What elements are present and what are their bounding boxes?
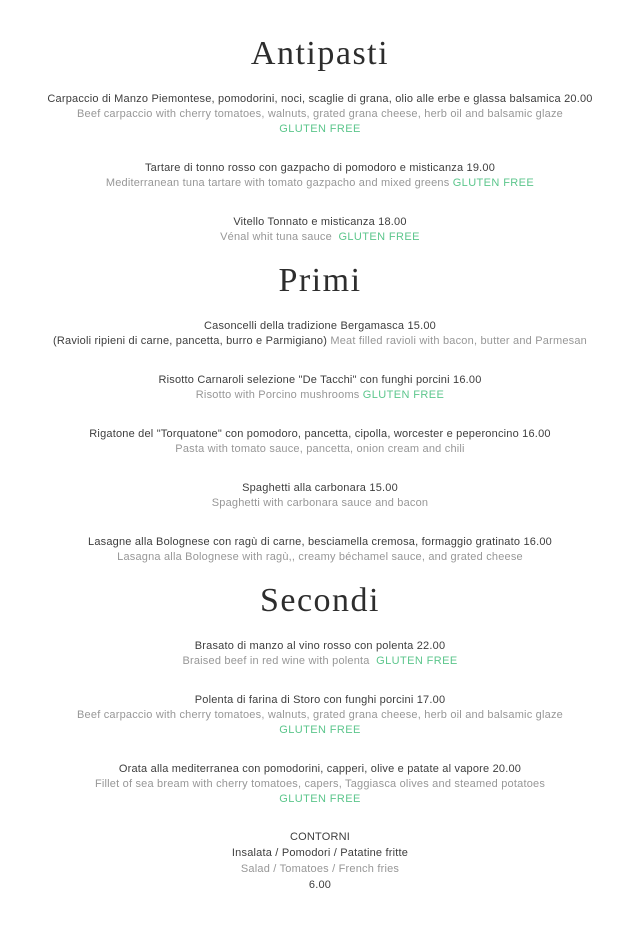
item-name: Lasagne alla Bolognese con ragù di carne, besciamella cremosa, formaggio gratinato 16.00 [88,536,552,548]
section-title-antipasti: Antipasti [250,35,390,72]
item-description [16,176,624,191]
item-description-text: Risotto with Porcino mushrooms [195,389,360,401]
menu-item-orata [16,762,624,807]
item-description [16,230,624,245]
item-description: Fillet of sea bream with cherry tomatoes, capers, Taggiasca olives and steamed potatoes [94,778,546,790]
contorni-title: CONTORNI [289,831,351,843]
gluten-free-label: GLUTEN FREE [376,655,458,667]
item-name: Casoncelli della tradizione Bergamasca 15.00 [204,320,436,332]
contorni-price: 6.00 [308,879,332,891]
gluten-free-label: GLUTEN FREE [279,724,361,736]
menu-item-polenta [16,693,624,738]
gluten-free-label: GLUTEN FREE [362,389,445,401]
menu-item-risotto [16,373,624,403]
item-name: Polenta di farina di Storo con funghi porcini 17.00 [194,694,446,706]
item-description-text: Braised beef in red wine with polenta [182,655,370,667]
menu-item-lasagne [16,535,624,565]
item-description: Pasta with tomato sauce, pancetta, onion cream and chili [175,443,465,455]
item-name: Vitello Tonnato e misticanza 18.00 [233,216,407,228]
item-description-italian: (Ravioli ripieni di carne, pancetta, burro e Parmigiano) [53,335,328,347]
item-description: Lasagna alla Bolognese with ragù,, creamy béchamel sauce, and grated cheese [117,551,523,563]
menu-item-brasato [16,639,624,669]
item-description: Spaghetti with carbonara sauce and bacon [211,497,429,509]
menu-item-rigatone [16,427,624,457]
item-name: Risotto Carnaroli selezione "De Tacchi" con funghi porcini 16.00 [158,374,482,386]
section-title-primi: Primi [278,262,362,299]
item-description: Beef carpaccio with cherry tomatoes, walnuts, grated grana cheese, herb oil and balsamic glaze [77,108,563,120]
gluten-free-label: GLUTEN FREE [279,123,361,135]
item-description-text: Mediterranean tuna tartare with tomato gazpacho and mixed greens [105,177,450,189]
item-description-text: Meat filled ravioli with bacon, butter and Parmesan [330,335,587,347]
contorni-block [16,829,624,893]
gluten-free-label: GLUTEN FREE [279,793,361,805]
section-title-secondi: Secondi [259,582,381,619]
menu-item-carpaccio [16,92,624,137]
item-name: Rigatone del "Torquatone" con pomodoro, pancetta, cipolla, worcester e peperoncino 16.00 [89,428,551,440]
menu-item-vitello [16,215,624,245]
gluten-free-label: GLUTEN FREE [338,231,420,243]
item-name: Brasato di manzo al vino rosso con polenta 22.00 [194,640,446,652]
contorni-items-italian: Insalata / Pomodori / Patatine fritte [231,847,409,859]
menu-item-spaghetti [16,481,624,511]
item-description [16,654,624,669]
gluten-free-label: GLUTEN FREE [452,177,535,189]
menu-item-tartare [16,161,624,191]
item-name: Orata alla mediterranea con pomodorini, capperi, olive e patate al vapore 20.00 [118,763,522,775]
item-description [16,334,624,349]
menu-item-casoncelli [16,319,624,349]
item-name: Spaghetti alla carbonara 15.00 [242,482,398,494]
item-name: Carpaccio di Manzo Piemontese, pomodorini, noci, scaglie di grana, olio alle erbe e glassa balsamica 20.00 [47,93,593,105]
item-name: Tartare di tonno rosso con gazpacho di pomodoro e misticanza 19.00 [144,162,496,174]
item-description: Beef carpaccio with cherry tomatoes, walnuts, grated grana cheese, herb oil and balsamic glaze [77,709,563,721]
item-description [16,388,624,403]
item-description-text: Vénal whit tuna sauce [220,231,332,243]
contorni-items-english: Salad / Tomatoes / French fries [240,863,400,875]
